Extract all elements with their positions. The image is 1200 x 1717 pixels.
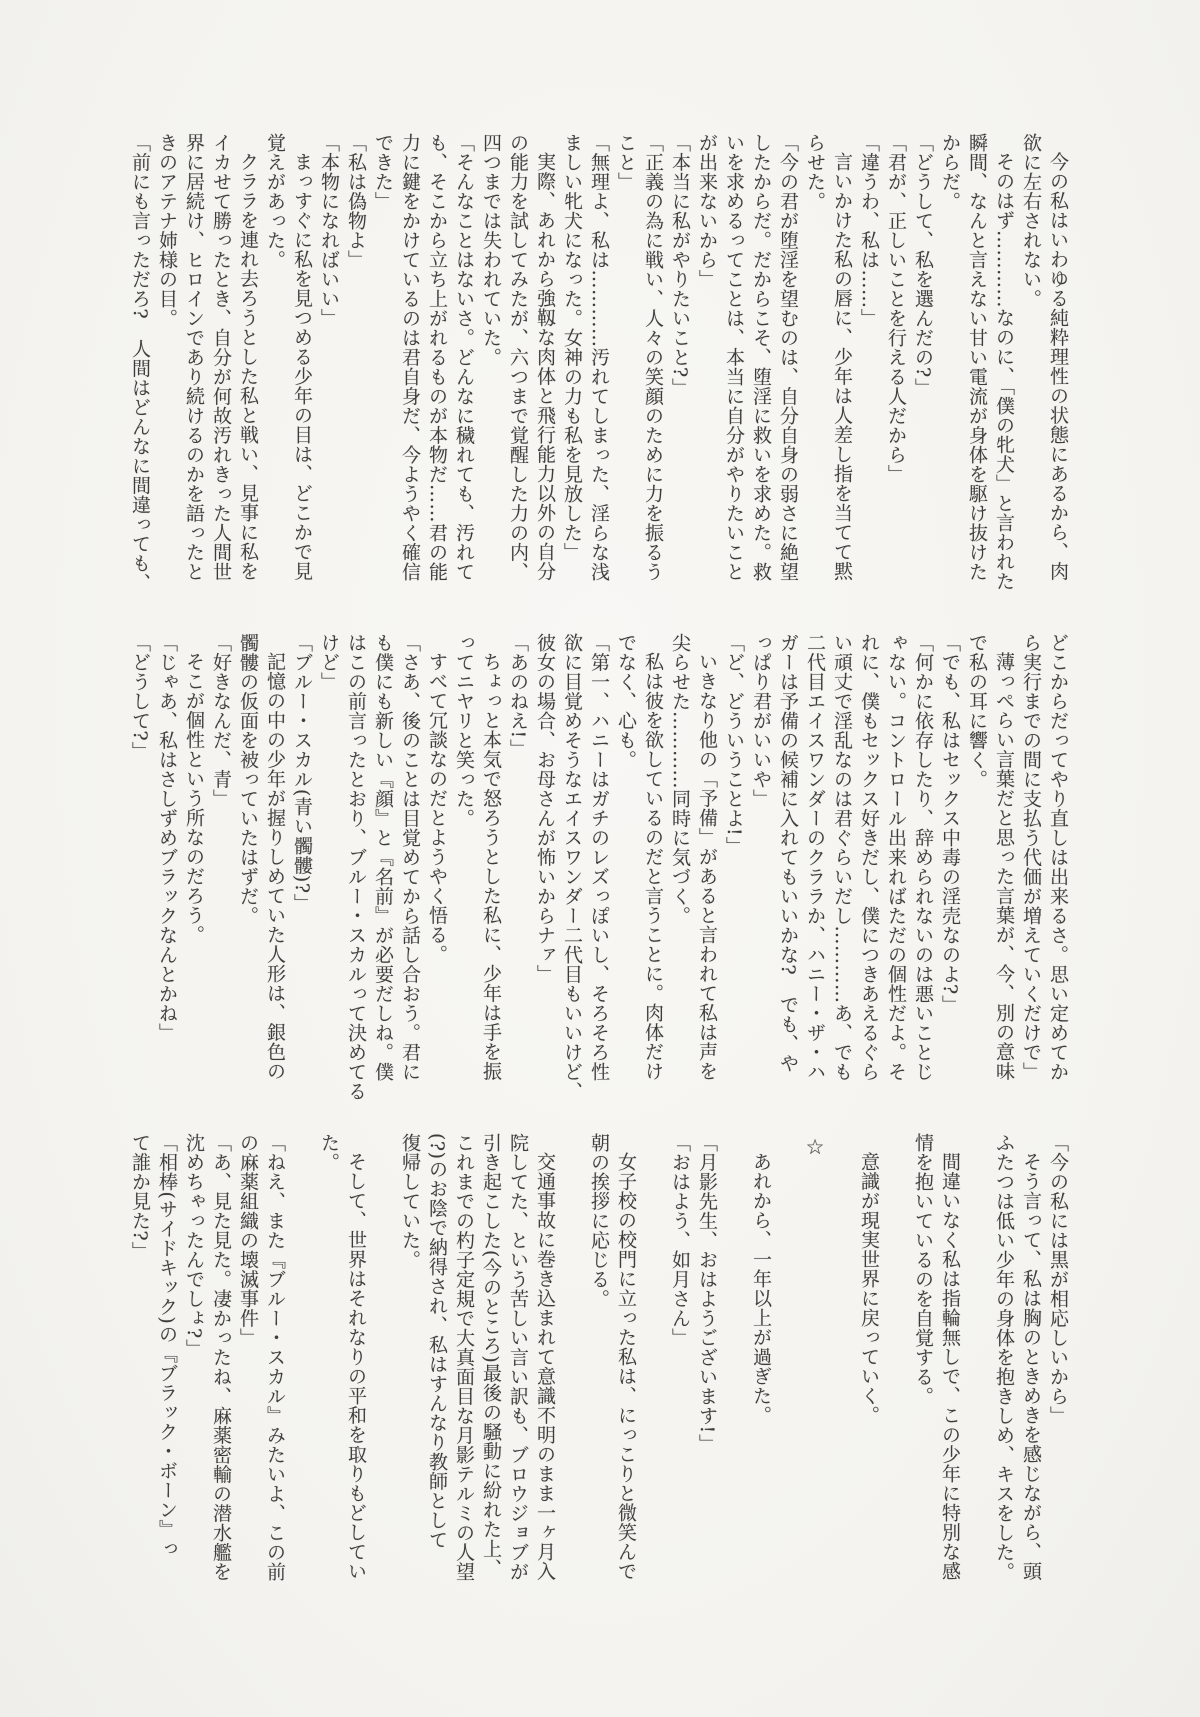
text-column: 意識が現実世界に戻っていく。	[858, 1152, 880, 1425]
scene-break-star: ☆	[803, 1135, 827, 1160]
text-column: 「違うわ、私は……」	[858, 133, 880, 328]
text-column: い頑丈で淫乱なのは君ぐらいだし…………あ、でも	[831, 633, 853, 1082]
text-column: はこの前言ったとおり、ブルー・スカルって決めてる	[345, 633, 367, 1101]
blank-column	[828, 1133, 855, 1595]
text-column: 「君が、正しいことを行える人だから」	[885, 133, 907, 484]
text-column: いきなり他の「予備」があると言われて私は声を	[696, 652, 718, 1081]
text-column: 記憶の中の少年が握りしめていた人形は、銀色の	[264, 652, 286, 1081]
text-column: 彼女の場合、お母さんが怖いからナァ」	[534, 633, 556, 984]
text-column: したからだ。だからこそ、堕淫に救いを求めた。救	[750, 133, 772, 582]
text-column: ふたつは低い少年の身体を抱きしめ、キスをした。	[993, 1133, 1015, 1582]
text-column: た。	[318, 1133, 340, 1172]
text-column: どこからだってやり直しは出来るさ。思い定めてか	[1047, 633, 1069, 1082]
text-column: 「相棒(サイドキック)の『ブラック・ボーン』っ	[156, 1133, 178, 1559]
text-column: 「何かに依存したり、辞められないのは悪いことじ	[912, 633, 934, 1082]
text-column: 「今の君が堕淫を望むのは、自分自身の弱さに絶望	[777, 133, 799, 582]
text-column: 「でも、私はセックス中毒の淫売なのよ?」	[939, 633, 961, 1015]
text-column: 「じゃあ、私はさしずめブラックなんとかね」	[156, 633, 178, 1043]
text-column: きのアテナ姉様の目。	[156, 133, 178, 328]
text-column: クララを連れ去ろうとした私と戦い、見事に私を	[237, 152, 259, 581]
text-column: 「ねえ、また『ブルー・スカル』みたいよ、この前	[264, 1133, 286, 1582]
text-column: からだ。	[939, 133, 961, 211]
text-column: あれから、一年以上が過ぎた。	[750, 1152, 772, 1425]
text-column: 「どうして?」	[129, 633, 151, 761]
blank-column	[774, 1133, 801, 1595]
text-column: 言いかけた私の唇に、少年は人差し指を当てて黙	[831, 152, 853, 581]
text-column: 「ブルー・スカル(青い髑髏)?」	[291, 633, 313, 914]
text-column: 間違いなく私は指輪無しで、この少年に特別な感	[939, 1152, 961, 1581]
blank-column	[558, 1133, 585, 1595]
text-column: 「無理よ、私は…………汚れてしまった、淫らな浅	[588, 133, 610, 582]
text-column: 髑髏の仮面を被っていたはずだ。	[237, 633, 259, 926]
blank-column	[639, 1133, 666, 1595]
text-column: 欲に目覚めそうなエイスワンダー二代目もいいけど、	[561, 633, 583, 1101]
text-column: できた」	[372, 133, 394, 211]
text-column: 薄っぺらい言葉だと思った言葉が、今、別の意味	[993, 652, 1015, 1081]
text-column: の麻薬組織の壊滅事件」	[237, 1133, 259, 1348]
text-column: れに、僕もセックス好きだし、僕につきあえるぐら	[858, 633, 880, 1082]
text-column: 院してた、という苦しい言い訳も、ブロウジョブが	[507, 1133, 529, 1582]
text-column: 実際、あれから強靱な肉体と飛行能力以外の自分	[534, 152, 556, 581]
text-column: 瞬間、なんと言えない甘い電流が身体を駆け抜けた	[966, 133, 988, 582]
text-column: そして、世界はそれなりの平和を取りもどしてい	[345, 1152, 367, 1581]
text-column: まっすぐに私を見つめる少年の目は、どこかで見	[291, 152, 313, 581]
text-column: 「さあ、後のことは目覚めてから話し合おう。君に	[399, 633, 421, 1082]
text-column: 「そんなことはないさ。どんなに穢れても、汚れて	[453, 133, 475, 582]
text-column: ちょっと本気で怒ろうとした私に、少年は手を振	[480, 652, 502, 1081]
text-column: 「ど、どういうことよ!」	[723, 633, 745, 856]
text-column: も僕にも新しい『顔』と『名前』が必要だしね。僕	[372, 633, 394, 1082]
text-column: すべて冗談なのだとようやく悟る。	[426, 652, 448, 964]
text-column: イカせて勝ったとき、自分が何故汚れきった人間世	[210, 133, 232, 582]
text-column: 四つまでは失われていた。	[480, 133, 502, 367]
text-column: て誰か見た?」	[129, 1133, 151, 1261]
blank-column	[963, 1133, 990, 1595]
text-column: 今の私はいわゆる純粋理性の状態にあるから、肉	[1047, 152, 1069, 581]
text-column: 力に鍵をかけているのは君自身だ、今ようやく確信	[399, 133, 421, 582]
text-column: 尖らせた…………同時に気づく。	[669, 633, 691, 926]
text-column: 復帰していた。	[399, 1133, 421, 1270]
text-column: の能力を試してみたが、六つまで覚醒した力の内、	[507, 133, 529, 582]
text-column: けど」	[318, 633, 340, 692]
text-column: 引き起こした(今のところ)最後の騒動に紛れた上、	[480, 1133, 502, 1578]
text-column: ガーは予備の候補に入れてもいいかな? でも、や	[777, 633, 799, 1073]
text-column: ってニヤリと笑った。	[453, 633, 475, 828]
text-column: 沈めちゃったんでしょ?」	[183, 1133, 205, 1359]
text-column: 界に居続け、ヒロインであり続けるのかを語ったと	[183, 133, 205, 582]
text-column: 「あ、見た見た。凄かったね、麻薬密輸の潜水艦を	[210, 1133, 232, 1582]
text-column: で私の耳に響く。	[966, 633, 988, 789]
text-column: 「正義の為に戦い、人々の笑顔のために力を振るう	[642, 133, 664, 582]
text-column: そこが個性という所なのだろう。	[183, 652, 205, 945]
text-column: でなく、心も。	[615, 633, 637, 770]
text-column: 「月影先生、おはようございます!」	[696, 1133, 718, 1454]
blank-column	[369, 1133, 396, 1595]
text-column: 「おはよう、如月さん」	[669, 1133, 691, 1348]
text-column: 欲に左右されない。	[1020, 133, 1042, 309]
text-block-middle	[126, 633, 1071, 1101]
text-column: こと」	[615, 133, 637, 192]
text-column: 「今の私には黒が相応しいから」	[1047, 1133, 1069, 1426]
text-column: 「あのねえ!」	[507, 633, 529, 759]
text-block-bottom	[126, 1133, 1071, 1595]
text-column: 朝の挨拶に応じる。	[588, 1133, 610, 1309]
text-column: (?)のお陰で納得され、私はすんなり教師として	[426, 1133, 448, 1550]
text-column: 「第一、ハニーはガチのレズっぽいし、そろそろ性	[588, 633, 610, 1082]
text-column: らせた。	[804, 133, 826, 211]
text-column: 「好きなんだ、青」	[210, 633, 232, 809]
text-column: も、そこから立ち上がれるものが本物だ……君の能	[426, 133, 448, 582]
blank-column	[288, 1133, 315, 1595]
text-column: ら実行までの間に支払う代価が増えていくだけで」	[1020, 633, 1042, 1082]
text-column: いを求めるってことは、本当に自分がやりたいこと	[723, 133, 745, 582]
text-column: そう言って、私は胸のときめきを感じながら、頭	[1020, 1152, 1042, 1581]
text-column: 「本物になればいい」	[318, 133, 340, 328]
text-column: ゃない。コントロール出来ればただの個性だよ。そ	[885, 633, 907, 1082]
text-column: そのはず…………なのに、「僕の牝犬」と言われた	[993, 152, 1015, 591]
text-column: 覚えがあった。	[264, 133, 286, 270]
text-column: 交通事故に巻き込まれて意識不明のまま一ヶ月入	[534, 1152, 556, 1581]
text-column: 女子校の校門に立った私は、にっこりと微笑んで	[615, 1152, 637, 1581]
blank-column	[882, 1133, 909, 1595]
text-column: 二代目エイスワンダーのクララか、ハニー・ザ・ハ	[804, 633, 826, 1082]
text-column: 情を抱いているのを自覚する。	[912, 1133, 934, 1406]
text-column: 「本当に私がやりたいこと?」	[669, 133, 691, 398]
blank-column	[720, 1133, 747, 1595]
text-block-top	[126, 133, 1071, 595]
text-column: 「前にも言っただろ? 人間はどんなに間違っても、	[129, 133, 151, 593]
text-column: 「どうして、私を選んだの?」	[912, 133, 934, 398]
text-column: っぱり君がいいや」	[750, 633, 772, 809]
text-column: 私は彼を欲しているのだと言うことに。肉体だけ	[642, 652, 664, 1081]
text-column: 「私は偽物よ」	[345, 133, 367, 270]
text-column: ましい牝犬になった。女神の力も私を見放した」	[561, 133, 583, 562]
text-column: これまでの杓子定規で大真面目な月影テルミの人望	[453, 1133, 475, 1582]
text-column: が出来ないから」	[696, 133, 718, 289]
